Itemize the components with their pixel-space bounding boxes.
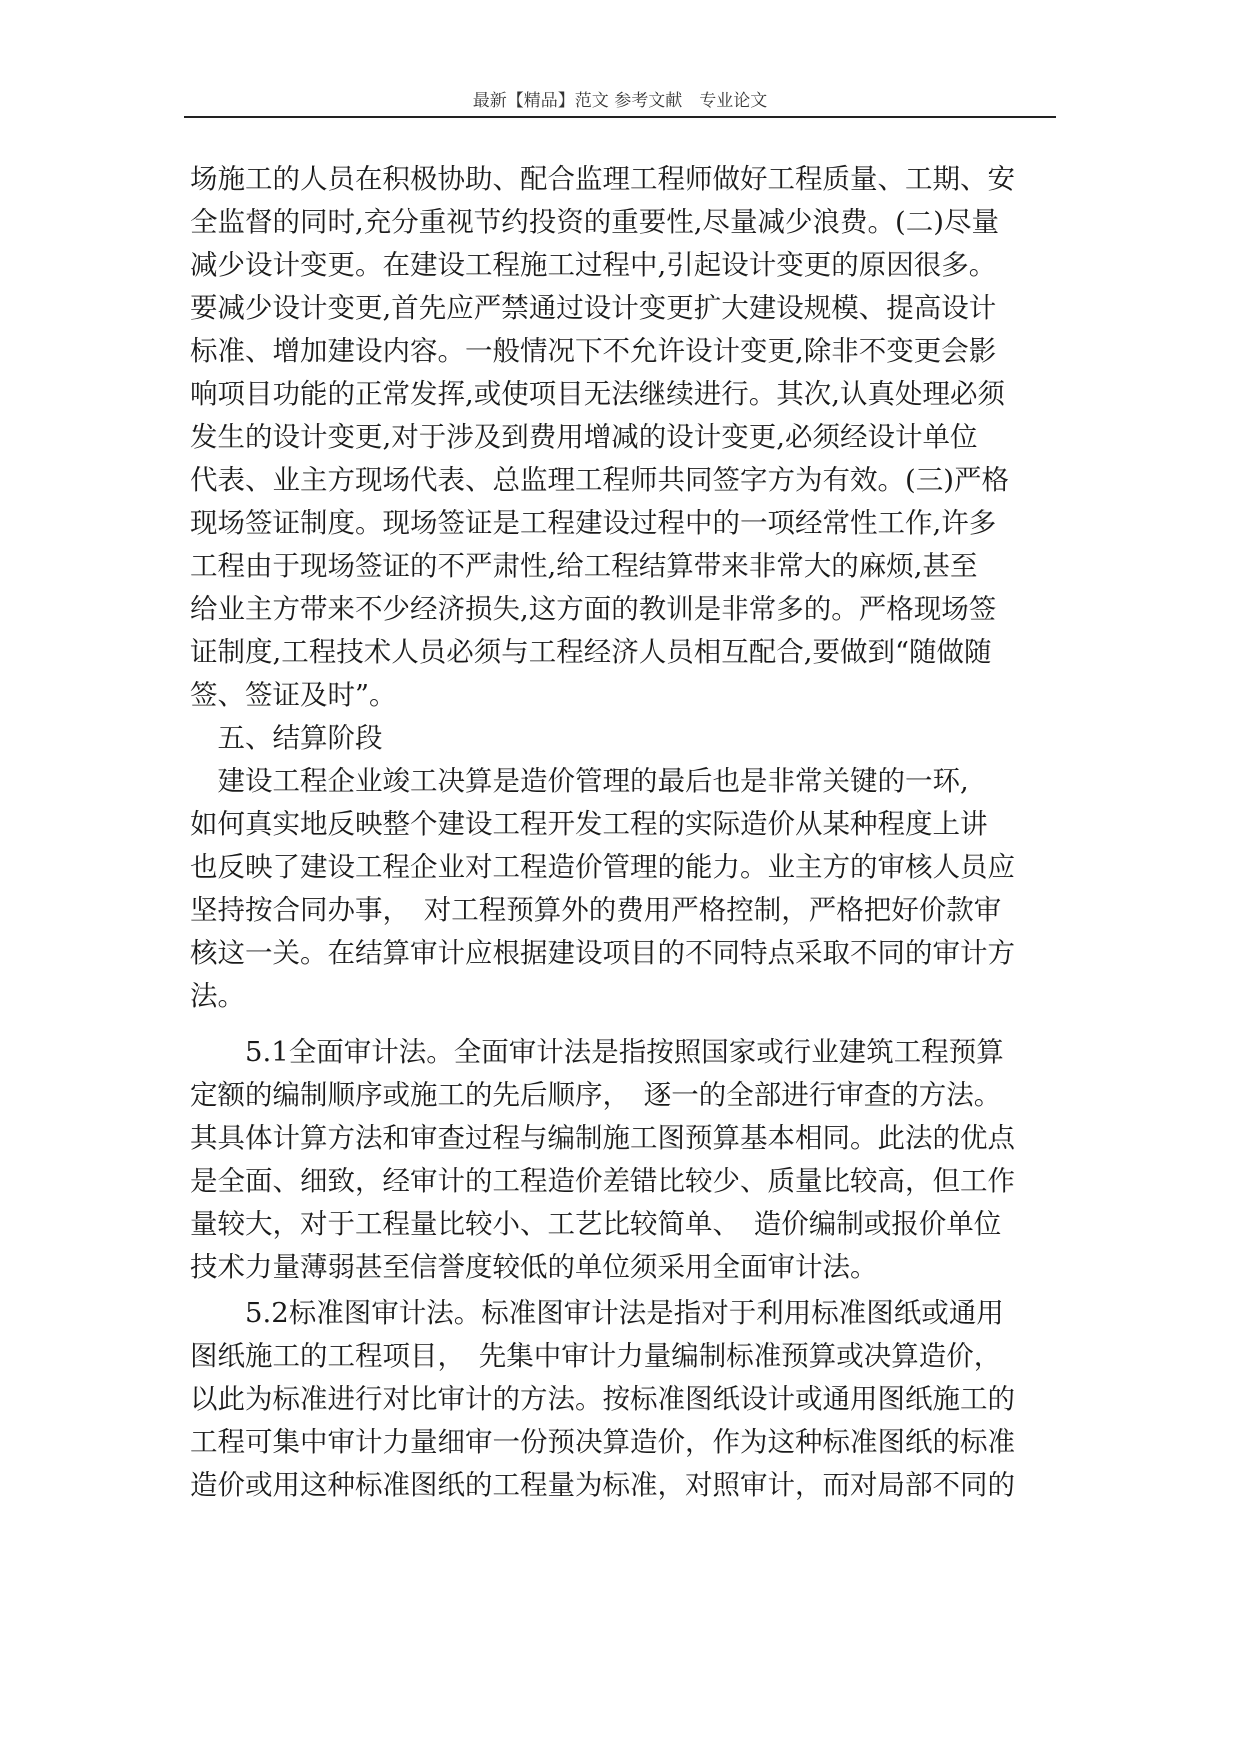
- body-line: 其具体计算方法和审查过程与编制施工图预算基本相同。此法的优点: [190, 1122, 1015, 1154]
- body-line: 是全面、细致，经审计的工程造价差错比较少、质量比较高，但工作: [190, 1165, 1015, 1197]
- body-line: 量较大，对于工程量比较小、工艺比较简单、 造价编制或报价单位: [190, 1208, 1002, 1240]
- body-line: 代表、业主方现场代表、总监理工程师共同签字方为有效。(三)严格: [190, 464, 1009, 496]
- body-line: 证制度,工程技术人员必须与工程经济人员相互配合,要做到“随做随: [190, 636, 992, 668]
- body-line: 造价或用这种标准图纸的工程量为标准，对照审计，而对局部不同的: [190, 1469, 1015, 1501]
- body-line: 现场签证制度。现场签证是工程建设过程中的一项经常性工作,许多: [190, 507, 997, 539]
- page-header: 最新【精品】范文 参考文献 专业论文: [472, 91, 768, 111]
- body-line: 全监督的同时,充分重视节约投资的重要性,尽量减少浪费。(二)尽量: [190, 206, 999, 238]
- body-line: 发生的设计变更,对于涉及到费用增减的设计变更,必须经设计单位: [190, 421, 978, 453]
- header-divider: [184, 116, 1056, 118]
- body-line: 标准、增加建设内容。一般情况下不允许设计变更,除非不变更会影: [190, 335, 997, 367]
- body-line: 减少设计变更。在建设工程施工过程中,引起设计变更的原因很多。: [190, 249, 997, 281]
- section-heading: 五、结算阶段: [190, 722, 383, 754]
- body-line: 响项目功能的正常发挥,或使项目无法继续进行。其次,认真处理必须: [190, 378, 1005, 410]
- body-line: 以此为标准进行对比审计的方法。按标准图纸设计或通用图纸施工的: [190, 1383, 1015, 1415]
- body-line: 5.1全面审计法。全面审计法是指按照国家或行业建筑工程预算: [190, 1036, 1004, 1068]
- body-line: 场施工的人员在积极协助、配合监理工程师做好工程质量、工期、安: [190, 163, 1015, 195]
- body-line: 坚持按合同办事， 对工程预算外的费用严格控制，严格把好价款审: [190, 894, 1002, 926]
- body-line: 要减少设计变更,首先应严禁通过设计变更扩大建设规模、提高设计: [190, 292, 997, 324]
- body-line: 给业主方带来不少经济损失,这方面的教训是非常多的。严格现场签: [190, 593, 997, 625]
- body-line: 建设工程企业竣工决算是造价管理的最后也是非常关键的一环,: [190, 765, 969, 797]
- body-line: 定额的编制顺序或施工的先后顺序， 逐一的全部进行审查的方法。: [190, 1079, 1002, 1111]
- document-body: [190, 158, 1054, 1507]
- body-line: 核这一关。在结算审计应根据建设项目的不同特点采取不同的审计方: [190, 937, 1015, 969]
- body-line: 工程由于现场签证的不严肃性,给工程结算带来非常大的麻烦,甚至: [190, 550, 978, 582]
- body-line: 也反映了建设工程企业对工程造价管理的能力。业主方的审核人员应: [190, 851, 1015, 883]
- body-line: 法。: [190, 980, 245, 1012]
- body-line: 工程可集中审计力量细审一份预决算造价，作为这种标准图纸的标准: [190, 1426, 1015, 1458]
- body-line: 如何真实地反映整个建设工程开发工程的实际造价从某种程度上讲: [190, 808, 988, 840]
- body-line: 5.2标准图审计法。标准图审计法是指对于利用标准图纸或通用: [190, 1297, 1004, 1329]
- body-line: 图纸施工的工程项目， 先集中审计力量编制标准预算或决算造价，: [190, 1340, 1002, 1372]
- body-line: 技术力量薄弱甚至信誉度较低的单位须采用全面审计法。: [190, 1251, 878, 1283]
- body-line: 签、签证及时”。: [190, 679, 397, 711]
